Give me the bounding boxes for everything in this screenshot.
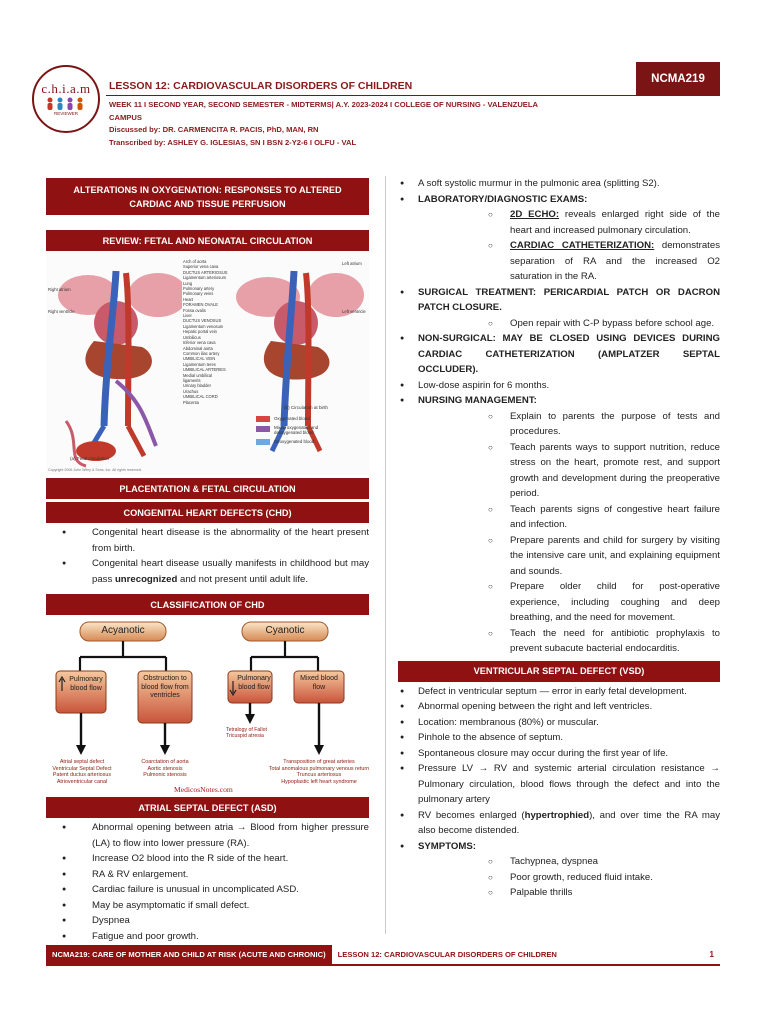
asd-item: ● Cardiac failure is unusual in uncomplicated ASD. xyxy=(46,882,369,898)
fetal-circulation-figure xyxy=(46,251,369,475)
birth-caption: (b) Circulation at birth xyxy=(284,405,328,410)
acyanotic-defect-label: Atrial septal defect xyxy=(59,759,105,765)
legend-mixed: Mixed oxygenated and deoxygenated blood xyxy=(274,425,319,435)
mixed-flow-defect-label: Truncus arteriosus xyxy=(296,772,342,779)
vsd-item xyxy=(398,808,720,839)
side-label-left-ventricle: Left ventricle xyxy=(342,309,366,314)
list-item xyxy=(398,393,720,657)
placentation-heading: PLACENTATION & FETAL CIRCULATION xyxy=(46,478,369,499)
watermark: MedicosNotes.com xyxy=(174,785,233,794)
circulation-label: Placenta xyxy=(183,399,199,405)
sub-item xyxy=(418,238,720,285)
acyanotic-defect-label: Patent ductus arteriosus xyxy=(52,772,112,779)
acyanotic-defect-label: Ventricular Septal Defect xyxy=(52,765,112,772)
circulation-label: Urinary bladder xyxy=(183,383,211,389)
nursing-item: ○ Teach the need for antibiotic prophylaxis to prevent subacute bacterial endocarditis. xyxy=(418,626,720,657)
legend-oxygenated: Oxygenated blood xyxy=(274,416,310,421)
cyanotic-list-1 xyxy=(226,727,286,740)
circulation-label: Ligamentum arteriosum xyxy=(183,275,227,281)
header-divider xyxy=(106,95,720,96)
circulation-label: Common iliac artery xyxy=(183,350,220,356)
chd-item-text: and not present until adult life. xyxy=(177,573,308,585)
cyanotic-defect-label: Tetralogy of Fallot xyxy=(226,727,267,733)
acyanotic-list-2 xyxy=(130,759,200,779)
circulation-label: Medial umbilical ligaments xyxy=(183,372,213,383)
chiam-logo xyxy=(32,65,100,133)
circulation-label: Liver xyxy=(183,313,192,319)
vsd-item xyxy=(398,839,720,901)
alterations-heading-line2: CARDIAC AND TISSUE PERFUSION xyxy=(129,198,286,209)
footer-lesson: LESSON 12: CARDIOVASCULAR DISORDERS OF CHILDREN xyxy=(337,950,557,959)
vsd-item: ● Pinhole to the absence of septum. xyxy=(398,730,720,746)
lesson-title: LESSON 12: CARDIOVASCULAR DISORDERS OF CHILDREN xyxy=(109,80,413,92)
asd-item: ● Fatigue and poor growth. xyxy=(46,929,369,945)
box1-label: Pulmonary blood flow xyxy=(69,676,103,692)
cath-label: CARDIAC CATHETERIZATION: xyxy=(510,240,655,251)
obstruction-defect-label: Aortic stenosis xyxy=(147,765,183,772)
alterations-heading-line1: ALTERATIONS IN OXYGENATION: RESPONSES TO ALTERED xyxy=(73,184,342,195)
circulation-label: Superior vena cava xyxy=(183,264,219,270)
circulation-label: UMBILICAL VEIN xyxy=(183,356,216,362)
asd-heading: ATRIAL SEPTAL DEFECT (ASD) xyxy=(46,797,369,818)
nursing-item: ○ Prepare parents and child for surgery by visiting the intensive care unit, and explaining equipment and sounds. xyxy=(418,533,720,580)
legend-swatch-mixed xyxy=(256,426,270,432)
circulation-label: Ligamentum teres xyxy=(183,361,216,367)
footer-divider xyxy=(46,964,720,966)
asd-item: ● RA & RV enlargement. xyxy=(46,867,369,883)
circulation-label: Umbilicus xyxy=(183,334,201,340)
symptoms-label: SYMPTOMS: xyxy=(418,840,476,852)
nursing-item: ○ Explain to parents the purpose of tests and procedures. xyxy=(418,409,720,440)
obstruction-defect-label: Coarctation of aorta xyxy=(141,759,189,765)
cyanotic-label: Cyanotic xyxy=(265,625,305,636)
circulation-label: Ligamentum venosum xyxy=(183,323,224,329)
vsd-heading: VENTRICULAR SEPTAL DEFECT (VSD) xyxy=(398,661,720,682)
circulation-label: Pulmonary artery xyxy=(183,286,215,292)
legend-deoxygenated: Deoxygenated blood xyxy=(274,439,315,444)
circulation-label: UMBILICAL CORD xyxy=(183,394,218,400)
symptoms-sublist xyxy=(418,854,720,901)
sub-item: ○ Open repair with C-P bypass before school age. xyxy=(418,316,720,332)
vsd-item-text: RV becomes enlarged ( xyxy=(418,809,525,821)
box4-label: Mixed blood flow xyxy=(300,675,338,691)
circulation-label: Arch of aorta xyxy=(183,259,207,264)
meta-line-1: WEEK 11 I SECOND YEAR, SECOND SEMESTER - MIDTERMS| A.Y. 2023-2024 I COLLEGE OF NURSING - VALENZUELA xyxy=(109,100,538,109)
cyanotic-defect-label: Tricuspid atresia xyxy=(226,733,264,740)
logo-subtext: REVIEWER xyxy=(53,111,78,116)
cyanotic-list-2 xyxy=(264,759,374,785)
discussed-by: Discussed by: DR. CARMENCITA R. PACIS, PhD, MAN, RN xyxy=(109,125,319,134)
circulation-label: FORAMEN OVALE xyxy=(183,302,218,308)
chd-heading: CONGENITAL HEART DEFECTS (CHD) xyxy=(46,502,369,523)
vsd-item: ● Location: membranous (80%) or muscular. xyxy=(398,715,720,731)
classification-heading: CLASSIFICATION OF CHD xyxy=(46,594,369,615)
vsd-item: ● Pressure LV → RV and systemic arterial circulation resistance → Pulmonary circulation, blood flows through the defect and into the pulmonary artery xyxy=(398,761,720,808)
mixed-flow-defect-label: Transposition of great arteries xyxy=(283,759,355,765)
vsd-item: ● Defect in ventricular septum — error in early fetal development. xyxy=(398,684,720,700)
circulation-label: Lung xyxy=(183,280,193,286)
symptom-item: ○ Palpable thrills xyxy=(418,885,720,901)
nursing-label: NURSING MANAGEMENT: xyxy=(418,395,537,406)
list-item: ● NON-SURGICAL: MAY BE CLOSED USING DEVICES DURING CARDIAC CATHETERIZATION (AMPLATZER SEPTAL OCCLUDER). xyxy=(398,331,720,378)
chd-list xyxy=(46,525,369,587)
acyanotic-label: Acyanotic xyxy=(101,625,145,636)
circulation-label: Fossa ovalis xyxy=(183,307,206,313)
circulation-label: DUCTUS ARTERIOSUS xyxy=(183,269,228,275)
transcribed-by: Transcribed by: ASHLEY G. IGLESIAS, SN I BSN 2-Y2-6 I OLFU - VAL xyxy=(109,137,357,147)
circulation-label: DUCTUS VENOSUS xyxy=(183,318,222,324)
asd-item: ● May be asymptomatic if small defect. xyxy=(46,898,369,914)
circulation-label: Abdominal aorta xyxy=(183,345,213,351)
asd-continued-list xyxy=(398,176,720,657)
legend-swatch-deoxygenated xyxy=(256,439,270,445)
vsd-item-bold: hypertrophied xyxy=(524,809,590,821)
column-divider xyxy=(385,176,386,934)
asd-item: ● Dyspnea xyxy=(46,913,369,929)
echo-text: reveals enlarged right side of the heart and increased pulmonary circulation. xyxy=(510,209,721,236)
circulation-label: Inferior vena cava xyxy=(183,340,216,346)
asd-item: ● Abnormal opening between atria → Blood from higher pressure (LA) to flow into lower pressure (RA). xyxy=(46,820,369,851)
footer-course: NCMA219: CARE OF MOTHER AND CHILD AT RISK (ACUTE AND CHRONIC) xyxy=(46,945,332,964)
side-label-right-atrium: Right atrium xyxy=(48,287,71,292)
right-column xyxy=(398,176,720,901)
page-number: 1 xyxy=(709,950,714,959)
symptom-item: ○ Poor growth, reduced fluid intake. xyxy=(418,870,720,886)
left-column xyxy=(46,178,369,944)
surgical-label: SURGICAL TREATMENT: PERICARDIAL PATCH OR DACRON PATCH CLOSURE. xyxy=(418,286,720,313)
logo-people-icon xyxy=(44,96,88,110)
chd-item xyxy=(46,556,369,587)
nursing-sublist xyxy=(418,409,720,657)
vsd-item: ● Spontaneous closure may occur during the first year of life. xyxy=(398,746,720,762)
vsd-item-text: ), and over time the RA may also become distended. xyxy=(418,809,720,836)
surgical-sublist xyxy=(418,316,720,332)
cath-text: demonstrates separation of RA and the increased O2 saturation in the RA. xyxy=(510,240,720,282)
figure-copyright: Copyright 2006 John Wiley & Sons, Inc. All rights reserved. xyxy=(48,468,142,472)
acyanotic-defect-label: Atrioventricular canal xyxy=(56,778,108,785)
vsd-item: ● Abnormal opening between the right and left ventricles. xyxy=(398,699,720,715)
fetal-caption: (a) Fetal circulation xyxy=(70,456,110,461)
circulation-labels xyxy=(183,259,229,405)
chd-item: ● Congenital heart disease is the abnormality of the heart present from birth. xyxy=(46,525,369,556)
side-label-right-ventricle: Right ventricle xyxy=(48,309,75,314)
logo-text: c.h.i.a.m xyxy=(41,81,91,96)
chd-item-bold: unrecognized xyxy=(114,573,178,585)
list-item: ● Low-dose aspirin for 6 months. xyxy=(398,378,720,394)
course-code-badge: NCMA219 xyxy=(636,62,720,95)
meta-line-2: CAMPUS xyxy=(109,112,142,122)
circulation-label: Heart xyxy=(183,296,194,302)
mixed-flow-defect-label: Hypoplastic left heart syndrome xyxy=(281,778,357,785)
circulation-label: Urachus xyxy=(183,388,199,394)
list-item xyxy=(398,192,720,285)
lab-exams-sublist xyxy=(418,207,720,285)
acyanotic-list-1 xyxy=(42,759,122,785)
legend-swatch-oxygenated xyxy=(256,416,270,422)
circulation-label: UMBILICAL ARTERIES xyxy=(183,367,226,373)
sub-item xyxy=(418,207,720,238)
box2-label: Obstruction to blood flow from ventricles xyxy=(141,675,189,699)
asd-item: ● Increase O2 blood into the R side of the heart. xyxy=(46,851,369,867)
mixed-flow-defect-label: Total anomalous pulmonary venous return xyxy=(268,765,370,772)
circulation-label: Hepatic portal vein xyxy=(183,329,217,335)
alterations-heading xyxy=(46,178,369,215)
header-meta xyxy=(109,99,629,149)
review-heading: REVIEW: FETAL AND NEONATAL CIRCULATION xyxy=(46,230,369,251)
vsd-list xyxy=(398,684,720,901)
asd-list xyxy=(46,820,369,944)
chd-item-text: Congenital heart disease usually manifests in childhood but may pass xyxy=(92,558,369,585)
nursing-item: ○ Teach parents ways to support nutrition, reduce stress on the heart, promote rest, and support growth and development during the preoperative period. xyxy=(418,440,720,502)
lab-exams-label: LABORATORY/DIAGNOSTIC EXAMS: xyxy=(418,193,588,205)
symptom-item: ○ Tachypnea, dyspnea xyxy=(418,854,720,870)
echo-label: 2D ECHO: xyxy=(510,209,560,220)
nursing-item: ○ Prepare older child for post-operative experience, including coughing and deep breathing, and the need for movement. xyxy=(418,579,720,626)
page-footer xyxy=(46,945,720,964)
obstruction-defect-label: Pulmonic stenosis xyxy=(143,772,187,779)
side-label-left-atrium: Left atrium xyxy=(342,261,362,266)
nursing-item: ○ Teach parents signs of congestive heart failure and infection. xyxy=(418,502,720,533)
circulation-label: Pulmonary veins xyxy=(183,291,214,297)
chd-classification-figure xyxy=(46,621,369,797)
box3-label: Pulmonary blood flow xyxy=(237,675,271,691)
list-item: ● A soft systolic murmur in the pulmonic area (splitting S2). xyxy=(398,176,720,192)
list-item xyxy=(398,285,720,332)
